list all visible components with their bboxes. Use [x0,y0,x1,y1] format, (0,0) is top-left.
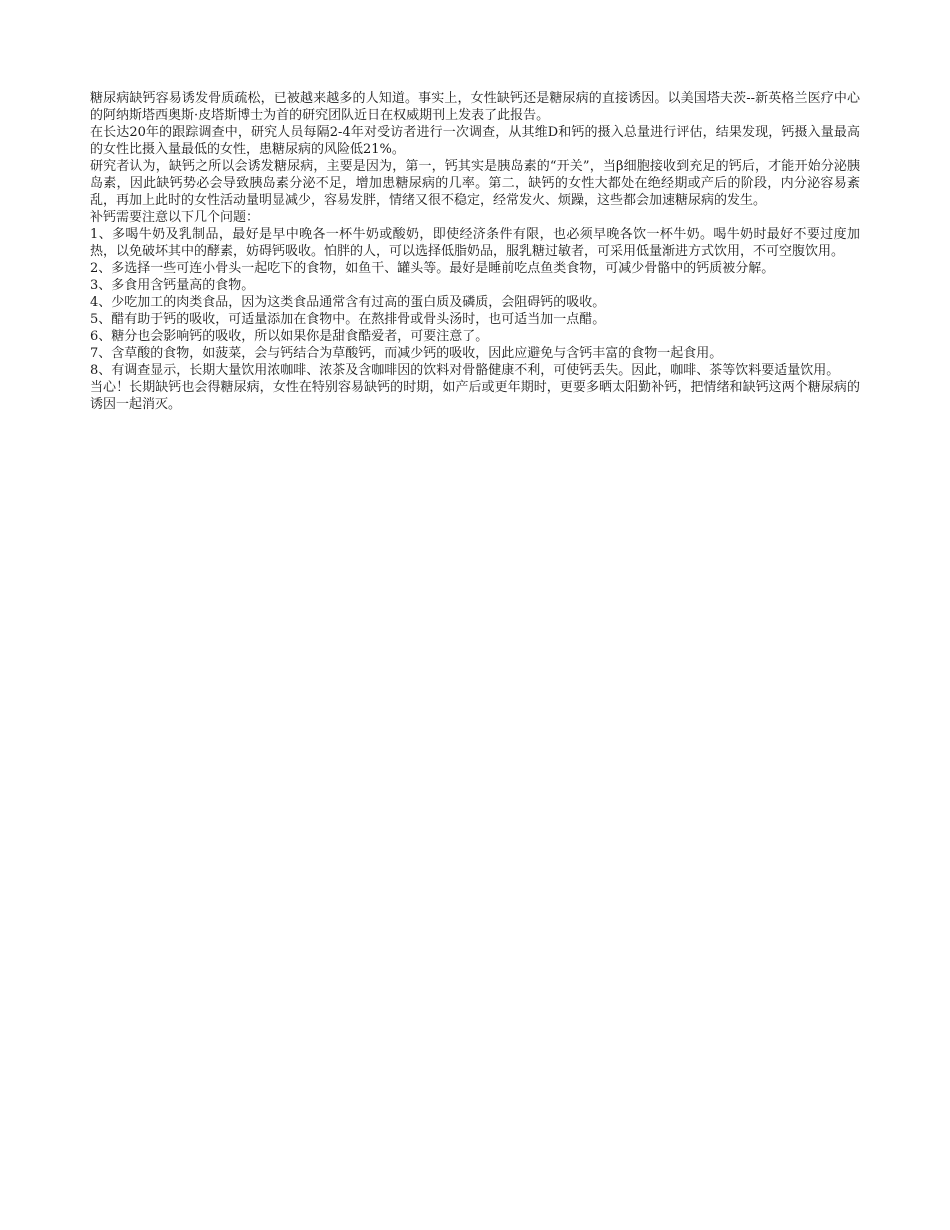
paragraph-tips-heading: 补钙需要注意以下几个问题： [90,210,260,225]
paragraph-tip-4: 4、少吃加工的肉类食品，因为这类食品通常含有过高的蛋白质及磷质，会阻碍钙的吸收。 [90,295,606,310]
paragraph-tip-5: 5、醋有助于钙的吸收，可适量添加在食物中。在熬排骨或骨头汤时，也可适当加一点醋。 [90,312,606,327]
paragraph-intro: 糖尿病缺钙容易诱发骨质疏松，已被越来越多的人知道。事实上，女性缺钙还是糖尿病的直接诱因。以美国塔夫茨--新英格兰医疗中心的阿纳斯塔西奥斯·皮塔斯博士为首的研究团队近日在权威期刊上发表了此报告。 [90,91,860,123]
paragraph-tip-3: 3、多食用含钙量高的食物。 [90,278,255,293]
paragraph-reasons: 研究者认为，缺钙之所以会诱发糖尿病，主要是因为，第一，钙其实是胰岛素的“开关”，当β细胞接收到充足的钙后，才能开始分泌胰岛素，因此缺钙势必会导致胰岛素分泌不足，增加患糖尿病的几率。第二，缺钙的女性大都处在绝经期或产后的阶段，内分泌容易紊乱，再加上此时的女性活动量明显减少，容易发胖，情绪又很不稳定，经常发火、烦躁，这些都会加速糖尿病的发生。 [90,159,860,208]
paragraph-study: 在长达20年的跟踪调查中，研究人员每隔2-4年对受访者进行一次调查，从其维D和钙的摄入总量进行评估，结果发现，钙摄入量最高的女性比摄入量最低的女性，患糖尿病的风险低21%。 [90,125,860,157]
document-body [90,90,860,413]
paragraph-tip-1: 1、多喝牛奶及乳制品，最好是早中晚各一杯牛奶或酸奶，即使经济条件有限，也必须早晚各饮一杯牛奶。喝牛奶时最好不要过度加热，以免破坏其中的酵素，妨碍钙吸收。怕胖的人，可以选择低脂奶品，服乳糖过敏者，可采用低量渐进方式饮用，不可空腹饮用。 [90,227,860,259]
paragraph-tip-6: 6、糖分也会影响钙的吸收，所以如果你是甜食酷爱者，可要注意了。 [90,329,489,344]
paragraph-tip-8: 8、有调查显示，长期大量饮用浓咖啡、浓茶及含咖啡因的饮料对骨骼健康不利，可使钙丢失。因此，咖啡、茶等饮料要适量饮用。 [90,363,840,378]
paragraph-tip-7: 7、含草酸的食物，如菠菜，会与钙结合为草酸钙，而减少钙的吸收，因此应避免与含钙丰富的食物一起食用。 [90,346,723,361]
paragraph-conclusion: 当心！长期缺钙也会得糖尿病，女性在特别容易缺钙的时期，如产后或更年期时，更要多晒太阳勤补钙，把情绪和缺钙这两个糖尿病的诱因一起消灭。 [90,380,860,412]
paragraph-tip-2: 2、多选择一些可连小骨头一起吃下的食物，如鱼干、罐头等。最好是睡前吃点鱼类食物，可减少骨骼中的钙质被分解。 [90,261,775,276]
